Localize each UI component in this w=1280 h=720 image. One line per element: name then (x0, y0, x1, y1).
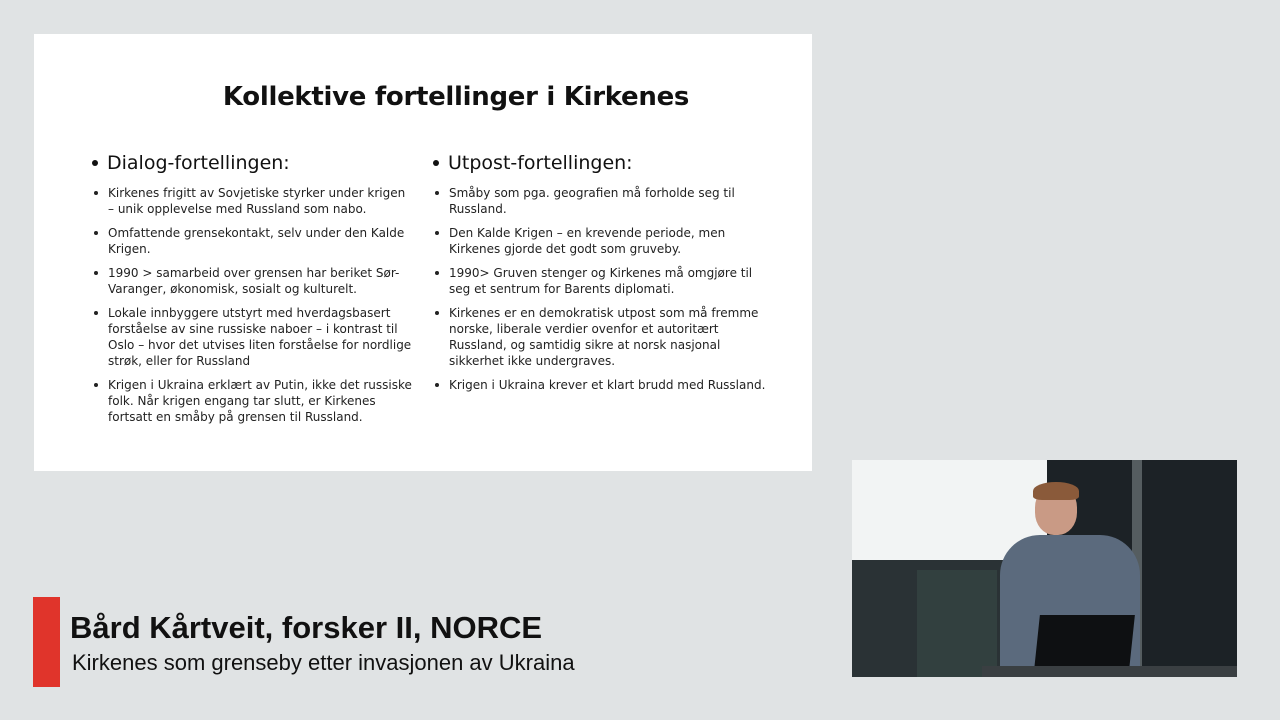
list-item: Den Kalde Krigen – en krevende periode, men Kirkenes gjorde det godt som gruveby. (433, 225, 773, 257)
dialog-list (92, 185, 412, 425)
utpost-heading (433, 152, 773, 174)
utpost-column (433, 152, 773, 401)
list-item: Kirkenes frigitt av Sovjetiske styrker under krigen – unik opplevelse med Russland som nabo. (92, 185, 412, 217)
speaker-hair (1033, 482, 1079, 500)
list-item: Omfattende grensekontakt, selv under den Kalde Krigen. (92, 225, 412, 257)
list-item: 1990 > samarbeid over grensen har beriket Sør-Varanger, økonomisk, sosialt og kulturelt. (92, 265, 412, 297)
list-item: Krigen i Ukraina krever et klart brudd med Russland. (433, 377, 773, 393)
background-panel (917, 570, 997, 677)
slide-title: Kollektive fortellinger i Kirkenes (222, 82, 690, 112)
presentation-slide (34, 34, 812, 471)
lower-third-accent-bar (33, 597, 60, 687)
utpost-list (433, 185, 773, 393)
utpost-heading-text: Utpost-fortellingen: (448, 152, 633, 174)
list-item: Krigen i Ukraina erklært av Putin, ikke det russiske folk. Når krigen engang tar slutt, er Kirkenes fortsatt en småby på grensen til Russland. (92, 377, 412, 425)
lectern (982, 666, 1237, 677)
bullet-icon (92, 160, 98, 166)
talk-title: Kirkenes som grenseby etter invasjonen av Ukraina (72, 650, 575, 675)
list-item: Kirkenes er en demokratisk utpost som må fremme norske, liberale verdier ovenfor et autoritært Russland, og samtidig sikre at norsk nasjonal sikkerhet ikke undergraves. (433, 305, 773, 369)
laptop (1034, 615, 1135, 670)
dialog-column (92, 152, 412, 433)
list-item: Småby som pga. geografien må forholde seg til Russland. (433, 185, 773, 217)
dialog-heading-text: Dialog-fortellingen: (107, 152, 290, 174)
list-item: 1990> Gruven stenger og Kirkenes må omgjøre til seg et sentrum for Barents diplomati. (433, 265, 773, 297)
speaker-video (852, 460, 1237, 677)
dialog-heading (92, 152, 412, 174)
speaker-name: Bård Kårtveit, forsker II, NORCE (70, 610, 543, 645)
list-item: Lokale innbyggere utstyrt med hverdagsbasert forståelse av sine russiske naboer – i kontrast til Oslo – hvor det utvises liten forståelse for nordlige strøk, eller for Russland (92, 305, 412, 369)
bullet-icon (433, 160, 439, 166)
